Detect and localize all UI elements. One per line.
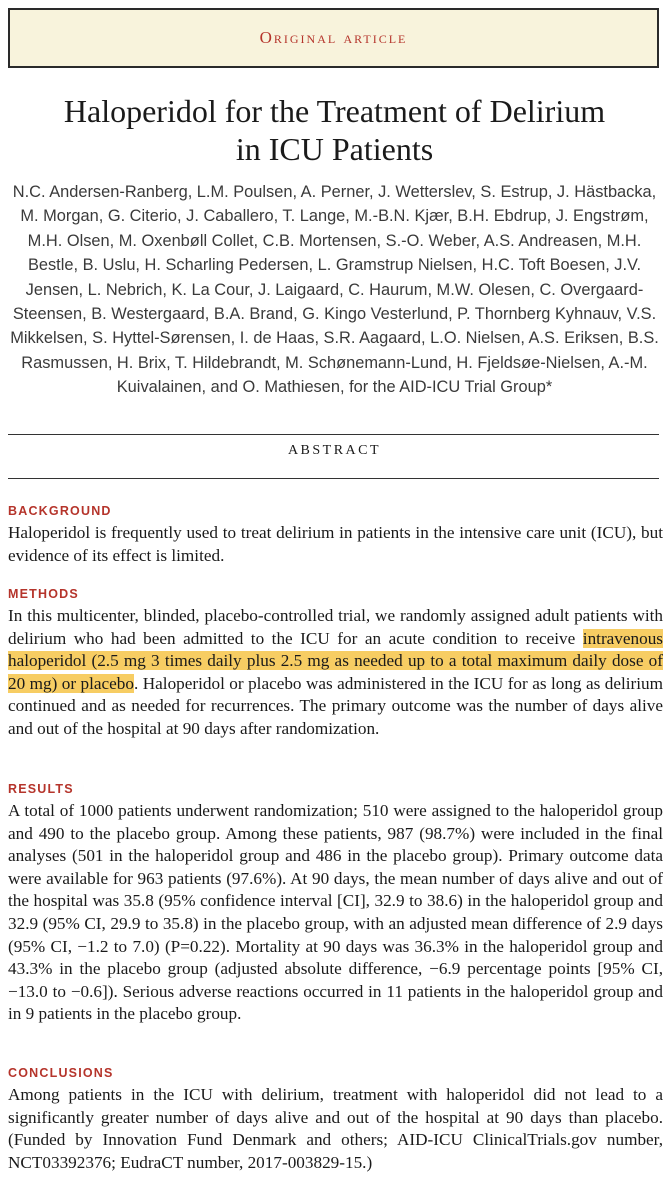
methods-highlighted-dose: intravenous haloperidol (2.5 mg 3 times daily plus 2.5 mg as needed up to a total maximum daily dose of 20 mg) or placebo <box>8 628 663 693</box>
methods-heading: METHODS <box>8 587 79 601</box>
results-section <box>8 780 663 1026</box>
methods-text-start: In this multicenter, blinded, placebo-controlled trial, we randomly assigned adult patients with delirium who had been admitted to the ICU for an acute condition to receive <box>8 606 663 648</box>
article-title <box>0 92 669 168</box>
author-list: N.C. Andersen-Ranberg, L.M. Poulsen, A. Perner, J. Wetterslev, S. Estrup, J. Hästbacka, M. Morgan, G. Citerio, J. Caballero, T. Lange, M.-B.N. Kjær, B.H. Ebdrup, J. Engstrøm, M.H. Olsen, M. Oxenbøll Collet, C.B. Mortensen, S.-O. Weber, A.S. Andreasen, M.H. Bestle, B. Uslu, H. Scharling Pedersen, L. Gramstrup Nielsen, H.C. Toft Boesen, J.V. Jensen, L. Nebrich, K. La Cour, J. Laigaard, C. Haurum, M.W. Olesen, C. Overgaard-Steensen, B. Westergaard, B.A. Brand, G. Kingo Vesterlund, P. Thornberg Kyhnauv, V.S. Mikkelsen, S. Hyttel-Sørensen, I. de Haas, S.R. Aagaard, L.O. Nielsen, A.S. Eriksen, B.S. Rasmussen, H. Brix, T. Hildebrandt, M. Schønemann-Lund, H. Fjeldsøe-Nielsen, A.-M. Kuivalainen, and O. Mathiesen, for the AID-ICU Trial Group* <box>10 183 659 397</box>
abstract-top-divider <box>8 434 659 435</box>
conclusions-heading: CONCLUSIONS <box>8 1066 114 1080</box>
abstract-heading: ABSTRACT <box>287 443 382 458</box>
background-heading: BACKGROUND <box>8 504 112 518</box>
results-text: A total of 1000 patients underwent randomization; 510 were assigned to the haloperidol group and 490 to the placebo group. Among these patients, 987 (98.7%) were included in the final analyses (501 in the haloperidol group and 486 in the placebo group). Primary outcome data were available for 963 patients (97.6%). At 90 days, the mean number of days alive and out of the hospital was 35.8 (95% confidence interval [CI], 32.9 to 38.6) in the haloperidol group and 32.9 (95% CI, 29.9 to 35.8) in the placebo group, with an adjusted mean difference of 2.9 days (95% CI, −1.2 to 7.0) (P=0.22). Mortality at 90 days was 36.3% in the haloperidol group and 43.3% in the placebo group (adjusted absolute difference, −6.9 percentage points [95% CI, −13.0 to −0.6]). Serious adverse reactions occurred in 11 patients in the haloperidol group and in 9 patients in the placebo group. <box>8 801 663 1024</box>
article-title-line-1: Haloperidol for the Treatment of Delirium <box>63 93 606 129</box>
methods-text <box>8 605 663 741</box>
article-type-label: Original article <box>259 28 408 47</box>
article-type-banner <box>8 8 659 68</box>
article-title-line-2: in ICU Patients <box>235 131 434 167</box>
conclusions-text: Among patients in the ICU with delirium, treatment with haloperidol did not lead to a significantly greater number of days alive and out of the hospital at 90 days than placebo. (Funded by Innovation Fund Denmark and others; AID-ICU ClinicalTrials.gov number, NCT03392376; EudraCT number, 2017-003829-15.) <box>8 1085 663 1172</box>
background-text: Haloperidol is frequently used to treat delirium in patients in the intensive care unit (ICU), but evidence of its effect is limited. <box>8 523 663 565</box>
conclusions-section <box>8 1064 663 1174</box>
abstract-bottom-divider <box>8 478 659 479</box>
results-heading: RESULTS <box>8 782 74 796</box>
background-section <box>8 502 663 567</box>
methods-text-end: . Haloperidol or placebo was administered in the ICU for as long as delirium continued and as needed for recurrences. The primary outcome was the number of days alive and out of the hospital at 90 days after randomization. <box>8 673 663 738</box>
methods-section <box>8 585 663 741</box>
